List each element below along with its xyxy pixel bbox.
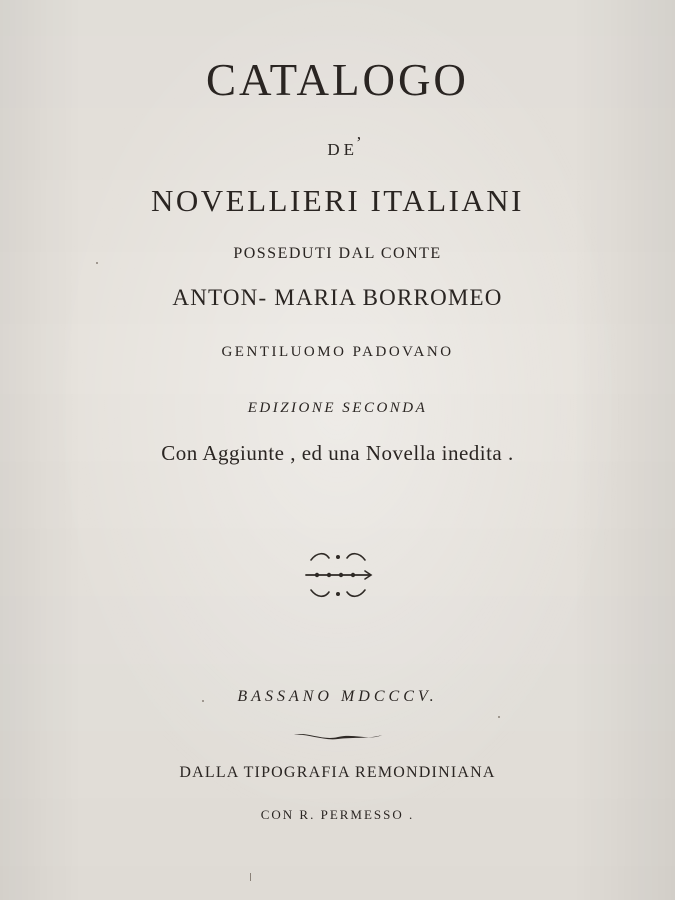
paper-speck xyxy=(498,716,500,718)
book-title: CATALOGO xyxy=(206,55,469,105)
title-preposition xyxy=(0,133,675,160)
typographic-ornament-icon xyxy=(0,548,675,604)
paper-speck xyxy=(96,262,98,264)
imprint-place-date: BASSANO MDCCCV. xyxy=(237,688,438,705)
owned-by-line: POSSEDUTI DAL CONTE xyxy=(233,245,442,262)
swelled-rule-icon xyxy=(0,729,675,743)
paper-speck xyxy=(202,700,204,702)
printer-line: DALLA TIPOGRAFIA REMONDINIANA xyxy=(179,764,496,781)
apostrophe: ’ xyxy=(356,133,362,152)
preposition-text: DE xyxy=(327,140,358,159)
owner-name: ANTON- MARIA BORROMEO xyxy=(172,285,503,310)
additions-line: Con Aggiunte , ed una Novella inedita . xyxy=(161,441,514,465)
book-subject: NOVELLIERI ITALIANI xyxy=(151,183,524,218)
permission-line: CON R. PERMESSO . xyxy=(260,807,415,822)
owner-title: GENTILUOMO PADOVANO xyxy=(221,344,454,360)
edition-line: EDIZIONE SECONDA xyxy=(247,400,428,416)
paper-speck xyxy=(250,873,251,881)
